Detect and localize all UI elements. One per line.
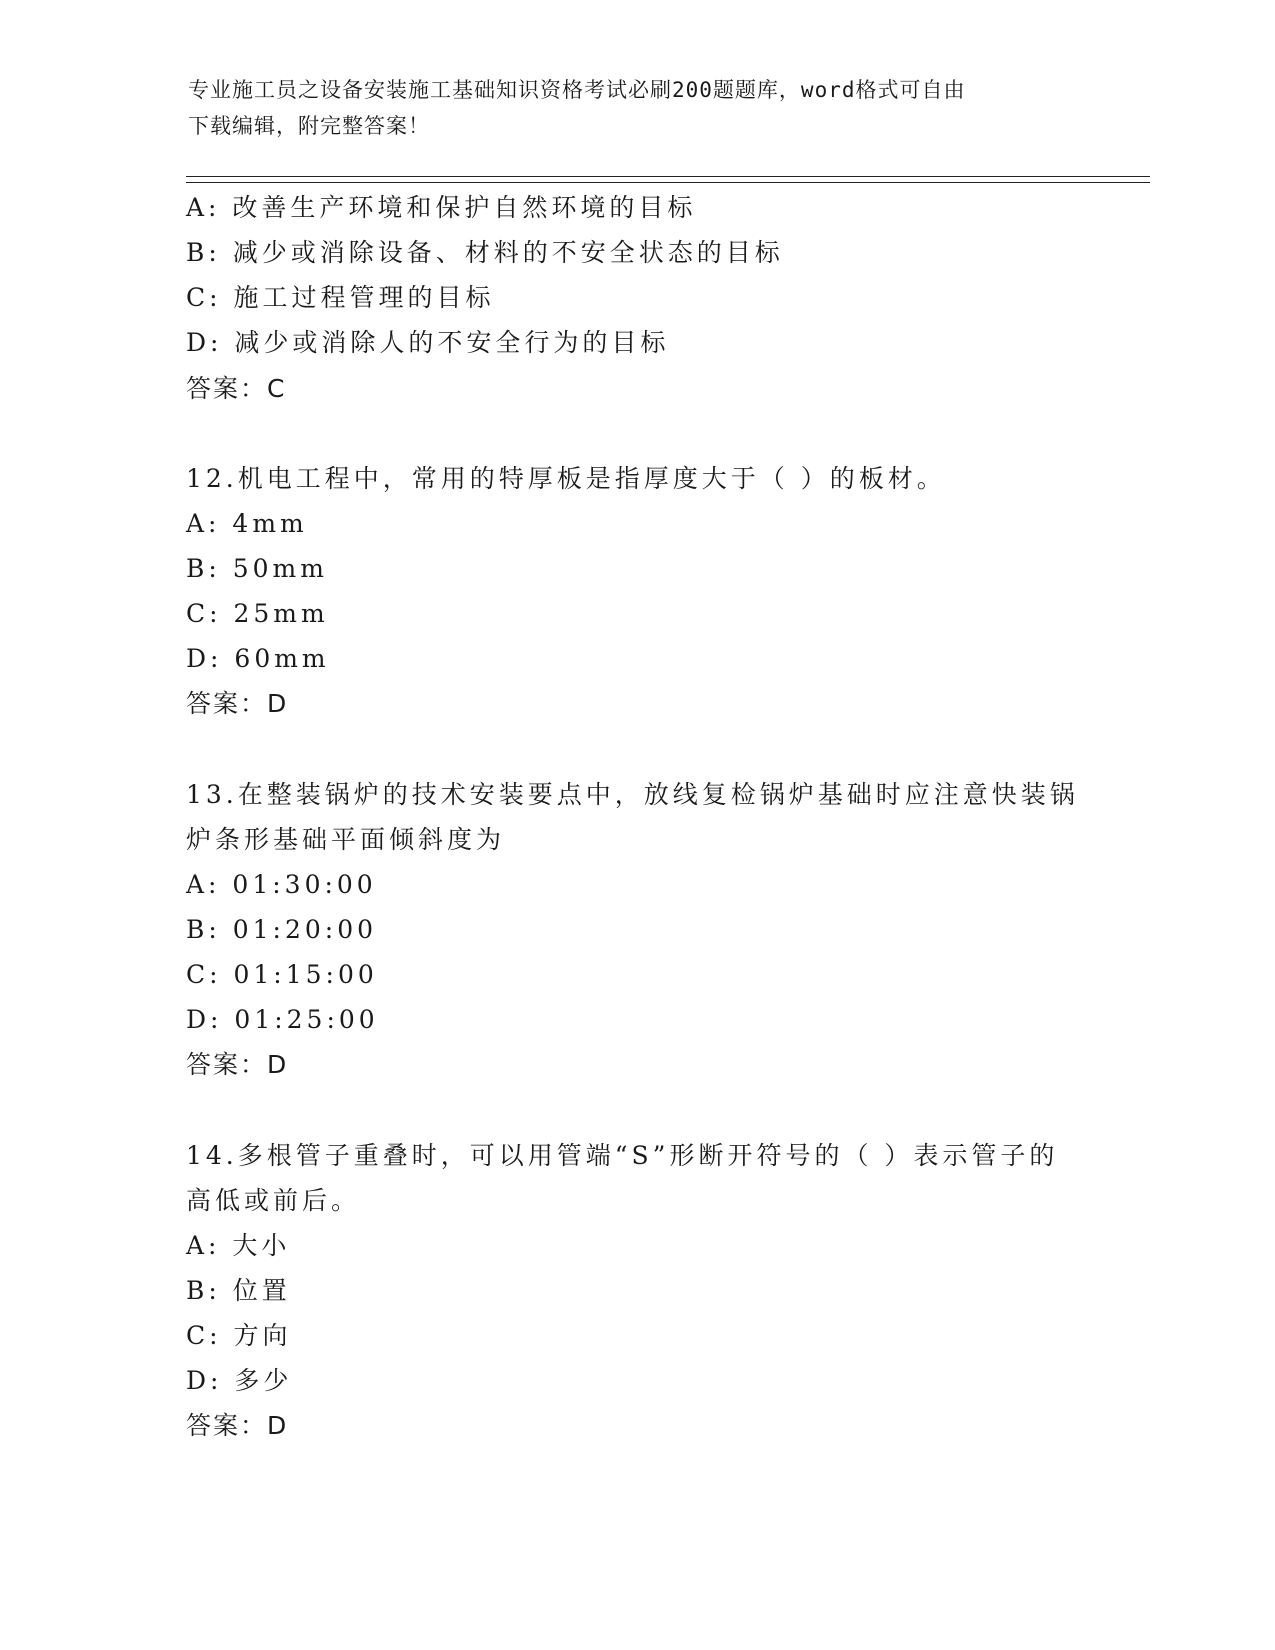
q12-option-d: D: 60mm (186, 644, 330, 673)
q13-option-c: C: 01:15:00 (186, 960, 378, 989)
q14-option-d: D: 多少 (186, 1366, 293, 1395)
q14-stem-line-2: 高低或前后。 (186, 1186, 361, 1215)
q13-option-d: D: 01:25:00 (186, 1005, 379, 1034)
q13-option-b: B: 01:20:00 (186, 915, 378, 944)
q11-option-a: A: 改善生产环境和保护自然环境的目标 (186, 193, 697, 222)
q14-option-b: B: 位置 (186, 1276, 291, 1305)
document-header (188, 72, 1068, 144)
header-line-1: 专业施工员之设备安装施工基础知识资格考试必刷200题题库，word格式可自由 (188, 78, 966, 102)
header-line-2: 下载编辑，附完整答案！ (188, 114, 430, 138)
q12-answer: 答案：D (186, 689, 289, 718)
q12-option-c: C: 25mm (186, 599, 329, 628)
q11-option-b: B: 减少或消除设备、材料的不安全状态的目标 (186, 238, 784, 267)
header-divider-top (186, 176, 1150, 177)
header-divider-bottom (186, 182, 1150, 183)
q14-stem-line-1: 14.多根管子重叠时，可以用管端“S”形断开符号的（ ）表示管子的 (186, 1141, 1059, 1170)
q12-stem: 12.机电工程中，常用的特厚板是指厚度大于（ ）的板材。 (186, 464, 946, 493)
q14-answer: 答案：D (186, 1411, 289, 1440)
q11-answer: 答案：C (186, 374, 287, 403)
q12-option-a: A: 4mm (186, 509, 308, 538)
q13-stem-line-2: 炉条形基础平面倾斜度为 (186, 825, 506, 854)
q13-stem-line-1: 13.在整装锅炉的技术安装要点中，放线复检锅炉基础时应注意快装锅 (186, 780, 1079, 809)
q11-option-c: C: 施工过程管理的目标 (186, 283, 495, 312)
q13-option-a: A: 01:30:00 (186, 870, 377, 899)
q14-option-a: A: 大小 (186, 1231, 291, 1260)
q13-answer: 答案：D (186, 1050, 289, 1079)
q14-option-c: C: 方向 (186, 1321, 292, 1350)
q12-option-b: B: 50mm (186, 554, 328, 583)
q11-option-d: D: 减少或消除人的不安全行为的目标 (186, 328, 670, 357)
